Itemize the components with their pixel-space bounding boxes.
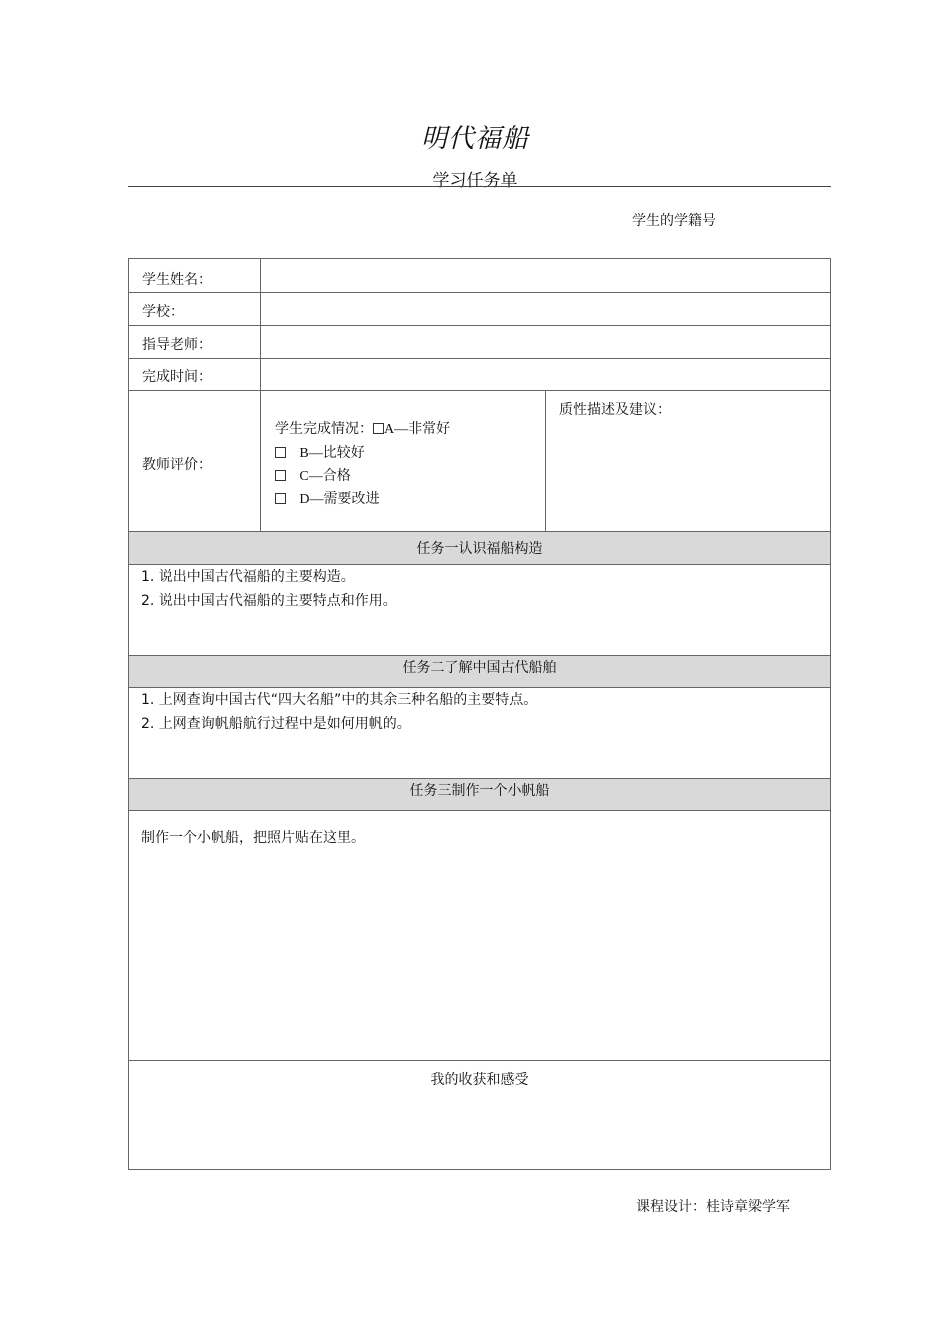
task-3-title: 任务三制作一个小帆船 xyxy=(129,779,830,810)
evaluation-option-b[interactable] xyxy=(275,442,365,462)
task-2-item-2: 2. 上网查询帆船航行过程中是如何用帆的。 xyxy=(141,716,411,732)
task-2-title: 任务二了解中国古代船舶 xyxy=(129,656,830,687)
row-divider xyxy=(129,390,830,391)
task-sheet-table xyxy=(128,258,831,1170)
option-c-label: C—合格 xyxy=(299,469,351,484)
checkbox-icon[interactable] xyxy=(275,493,286,504)
course-design-credit: 课程设计：桂诗章梁学军 xyxy=(636,1199,790,1215)
comment-label: 质性描述及建议： xyxy=(559,402,671,418)
option-b-label: B—比较好 xyxy=(299,446,365,461)
document-title: 明代福船 xyxy=(420,124,529,154)
completion-prefix: 学生完成情况： xyxy=(275,421,373,437)
teacher-evaluation-label: 教师评价： xyxy=(142,457,212,473)
title-divider xyxy=(128,186,831,187)
completion-time-label: 完成时间： xyxy=(142,369,212,385)
task-1-item-2: 2. 说出中国古代福船的主要特点和作用。 xyxy=(141,593,397,609)
checkbox-icon[interactable] xyxy=(275,470,286,481)
evaluation-option-c[interactable] xyxy=(275,465,351,485)
reflection-title: 我的收获和感受 xyxy=(430,1072,529,1088)
completion-time-field[interactable] xyxy=(261,359,831,390)
checkbox-icon[interactable] xyxy=(373,423,384,434)
teacher-field[interactable] xyxy=(261,326,831,358)
option-d-label: D—需要改进 xyxy=(299,492,380,507)
school-label: 学校： xyxy=(142,304,184,320)
school-field[interactable] xyxy=(261,293,831,325)
row-divider xyxy=(129,564,830,565)
photo-paste-area[interactable] xyxy=(129,811,830,1060)
reflection-area[interactable] xyxy=(129,1091,830,1169)
row-divider xyxy=(129,1060,830,1061)
evaluation-column-divider xyxy=(545,390,546,531)
student-id-label: 学生的学籍号 xyxy=(632,213,716,229)
task-2-item-1: 1. 上网查询中国古代“四大名船”中的其余三种名船的主要特点。 xyxy=(141,692,538,708)
student-name-label: 学生姓名： xyxy=(142,272,212,288)
task-1-item-1: 1. 说出中国古代福船的主要构造。 xyxy=(141,569,355,585)
student-name-field[interactable] xyxy=(261,259,831,292)
row-divider xyxy=(129,687,830,688)
evaluation-option-d[interactable] xyxy=(275,488,379,508)
checkbox-icon[interactable] xyxy=(275,447,286,458)
document-subtitle: 学习任务单 xyxy=(432,171,518,191)
evaluation-option-a[interactable] xyxy=(275,418,450,438)
task-3-instruction: 制作一个小帆船，把照片贴在这里。 xyxy=(141,830,365,846)
task-1-title: 任务一认识福船构造 xyxy=(129,532,830,564)
teacher-label: 指导老师： xyxy=(142,337,212,353)
option-a-label: A—非常好 xyxy=(384,422,451,437)
